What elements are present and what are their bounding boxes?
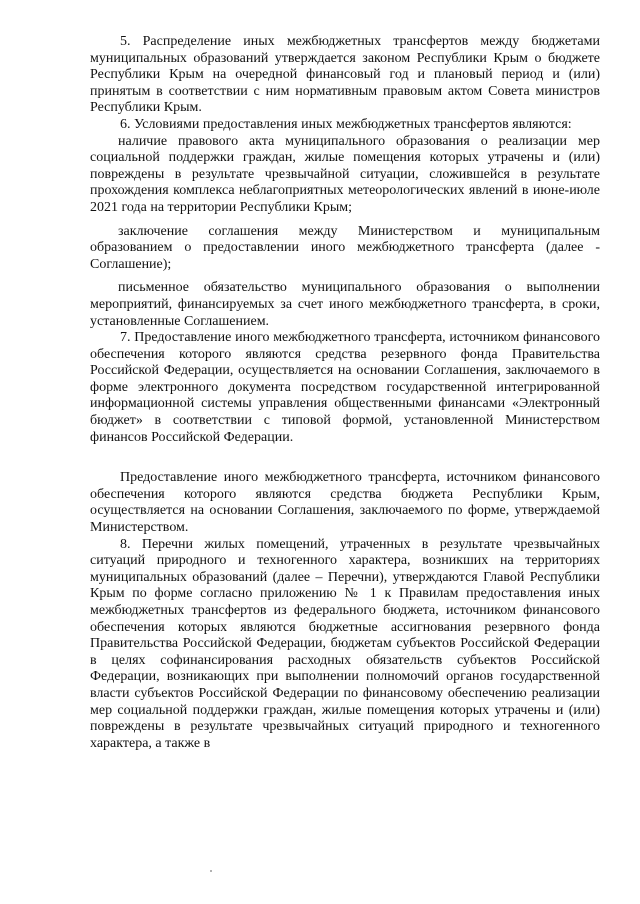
paragraph-item-8: 8. Перечни жилых помещений, утраченных в результате чрезвычайных ситуаций природного и техногенного характера, возникших на территориях муниципальных образований (далее – Перечни), утверждаются Главой Республики Крым по форме согласно приложению № 1 к Правилам предоставления иных межбюджетных трансфертов из федерального бюджета, источником финансового обеспечения которых являются бюджетные ассигнования резервного фонда Правительства Российской Федерации, бюджетам субъектов Российской Федерации в целях софинансирования расходных обязательств субъектов Российской Федерации, возникающих при выполнении полномочий органов государственной власти субъектов Российской Федерации по финансовому обеспечению реализации мер социальной поддержки граждан, жилые помещения которых утрачены и (или) повреждены в результате чрезвычайных ситуаций природного и техногенного характера, а также в bbox=[90, 536, 600, 751]
scan-artifact-dot bbox=[210, 870, 212, 872]
paragraph-condition-obligation: письменное обязательство муниципального образования о выполнении мероприятий, финансируемых за счет иного межбюджетного трансферта, в сроки, установленные Соглашением. bbox=[90, 280, 600, 329]
paragraph-gap bbox=[90, 217, 600, 224]
paragraph-gap bbox=[90, 446, 600, 470]
paragraph-item-6: 6. Условиями предоставления иных межбюджетных трансфертов являются: bbox=[120, 116, 572, 132]
paragraph-item-7: 7. Предоставление иного межбюджетного трансферта, источником финансового обеспечения которого являются средства резервного фонда Правительства Российской Федерации, осуществляется на основании Соглашения, заключаемого в форме электронного документа посредством государственной интегрированной информационной системы управления общественными финансами «Электронный бюджет» в соответствии с типовой формой, установленной Министерством финансов Российской Федерации. bbox=[90, 330, 600, 445]
paragraph-condition-legal-act: наличие правового акта муниципального образования о реализации мер социальной поддержки граждан, жилые помещения которых утрачены и (или) повреждены в результате чрезвычайной ситуации, сложившейся в результате прохождения комплекса неблагоприятных метеорологических явлений в июне-июле 2021 года на территории Республики Крым; bbox=[90, 133, 600, 215]
paragraph-item-7-second: Предоставление иного межбюджетного трансферта, источником финансового обеспечения которого являются средства бюджета Республики Крым, осуществляется на основании Соглашения, заключаемого по форме, утверждаемой Министерством. bbox=[90, 470, 600, 536]
paragraph-item-5: 5. Распределение иных межбюджетных трансфертов между бюджетами муниципальных образований утверждается законом Республики Крым о бюджете Республики Крым на очередной финансовый год и плановый период и (или) принятым в соответствии с ним нормативным правовым актом Совета министров Республики Крым. bbox=[90, 34, 600, 116]
paragraph-gap bbox=[90, 273, 600, 280]
paragraph-condition-agreement: заключение соглашения между Министерством и муниципальным образованием о предоставлении иного межбюджетного трансферта (далее - Соглашение); bbox=[90, 223, 600, 272]
